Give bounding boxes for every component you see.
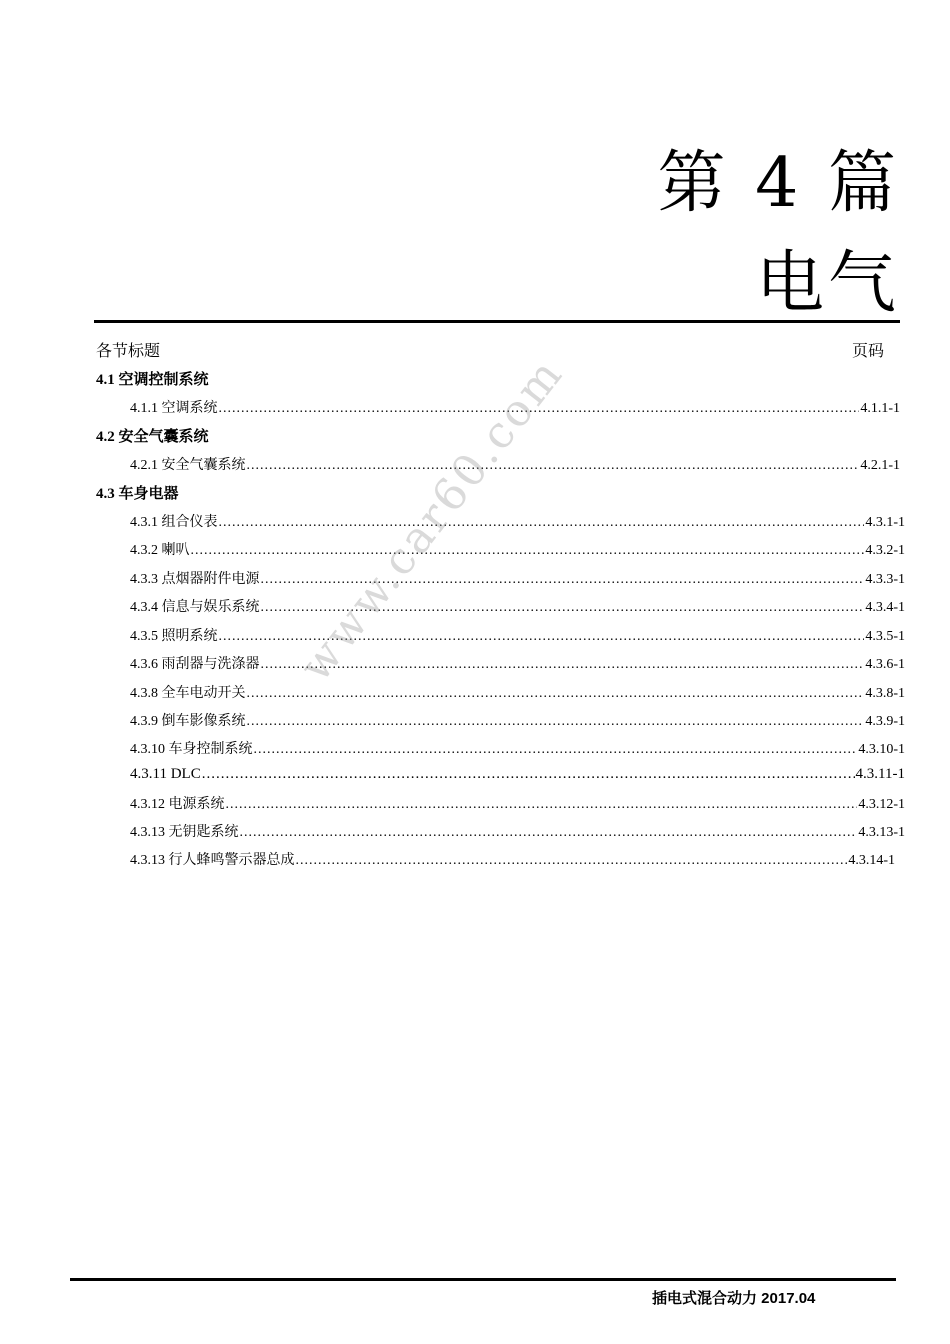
toc-entry[interactable] <box>130 821 905 841</box>
toc-entry-label: 4.1.1 空调系统 <box>130 401 218 416</box>
toc-entry[interactable] <box>130 625 905 645</box>
part-title: 第 4 篇 <box>657 144 900 223</box>
toc-entry-page: 4.3.13-1 <box>858 825 905 840</box>
section-title: 电气 <box>755 244 900 323</box>
dot-leader <box>247 458 860 474</box>
toc-entry[interactable] <box>130 793 905 813</box>
toc-entry[interactable] <box>130 653 905 673</box>
footer-text: 插电式混合动力 2017.04 <box>652 1290 816 1307</box>
toc-entry[interactable] <box>130 596 905 616</box>
toc-entry[interactable] <box>130 682 905 702</box>
toc-entry-page: 4.2.1-1 <box>860 458 900 473</box>
toc-entry-page: 4.3.11-1 <box>855 766 905 782</box>
toc-entry[interactable] <box>130 539 905 559</box>
toc-entry[interactable] <box>130 454 900 474</box>
dot-leader <box>219 515 865 531</box>
toc-entry[interactable] <box>130 766 905 783</box>
dot-leader <box>191 543 865 559</box>
toc-entry[interactable] <box>130 710 905 730</box>
toc-entry-label: 4.3.5 照明系统 <box>130 629 218 644</box>
toc-entry-label: 4.3.6 雨刮器与洗涤器 <box>130 657 260 672</box>
toc-entry-label: 4.3.3 点烟器附件电源 <box>130 572 260 587</box>
dot-leader <box>219 629 865 645</box>
dot-leader <box>219 401 860 417</box>
toc-entry-page: 4.3.8-1 <box>865 686 905 701</box>
toc-entry-page: 4.3.1-1 <box>865 515 905 530</box>
dot-leader <box>202 766 855 783</box>
toc-section-title[interactable]: 4.1 空调控制系统 <box>96 372 209 388</box>
toc-entry-page: 4.3.4-1 <box>865 600 905 615</box>
dot-leader <box>254 742 858 758</box>
toc-entry-label: 4.3.4 信息与娱乐系统 <box>130 600 260 615</box>
toc-entry[interactable] <box>130 397 900 417</box>
bottom-divider <box>70 1278 896 1281</box>
toc-entry-label: 4.3.1 组合仪表 <box>130 515 218 530</box>
toc-entry-label: 4.3.13 行人蜂鸣警示器总成 <box>130 853 295 868</box>
toc-entry[interactable] <box>130 511 905 531</box>
toc-entry-label: 4.3.8 全车电动开关 <box>130 686 246 701</box>
toc-entry-page: 4.1.1-1 <box>860 401 900 416</box>
dot-leader <box>261 600 865 616</box>
toc-entry-page: 4.3.2-1 <box>865 543 905 558</box>
toc-entry-label: 4.2.1 安全气囊系统 <box>130 458 246 473</box>
watermark: www.car60.com <box>289 348 574 692</box>
dot-leader <box>261 657 865 673</box>
toc-header-page: 页码 <box>852 341 885 360</box>
toc-entry-page: 4.3.12-1 <box>858 797 905 812</box>
toc-header-sections: 各节标题 <box>96 341 161 360</box>
toc-section-title[interactable]: 4.2 安全气囊系统 <box>96 429 209 445</box>
toc-section-title[interactable]: 4.3 车身电器 <box>96 486 179 502</box>
dot-leader <box>247 714 865 730</box>
toc-entry-label: 4.3.13 无钥匙系统 <box>130 825 239 840</box>
dot-leader <box>247 686 865 702</box>
dot-leader <box>226 797 858 813</box>
toc-entry[interactable] <box>130 568 905 588</box>
toc-entry-page: 4.3.5-1 <box>865 629 905 644</box>
toc-entry-page: 4.3.9-1 <box>865 714 905 729</box>
dot-leader <box>296 853 848 869</box>
toc-entry[interactable] <box>130 738 905 758</box>
toc-entry-page: 4.3.6-1 <box>865 657 905 672</box>
toc-entry-label: 4.3.9 倒车影像系统 <box>130 714 246 729</box>
toc-entry-page: 4.3.3-1 <box>865 572 905 587</box>
toc-entry-page: 4.3.14-1 <box>848 853 895 868</box>
dot-leader <box>240 825 858 841</box>
toc-entry-label: 4.3.10 车身控制系统 <box>130 742 253 757</box>
top-divider <box>94 320 900 323</box>
toc-entry-label: 4.3.12 电源系统 <box>130 797 225 812</box>
toc-entry-label: 4.3.11 DLC <box>130 766 201 782</box>
toc-entry[interactable] <box>130 849 895 869</box>
dot-leader <box>261 572 865 588</box>
toc-entry-page: 4.3.10-1 <box>858 742 905 757</box>
toc-entry-label: 4.3.2 喇叭 <box>130 543 190 558</box>
